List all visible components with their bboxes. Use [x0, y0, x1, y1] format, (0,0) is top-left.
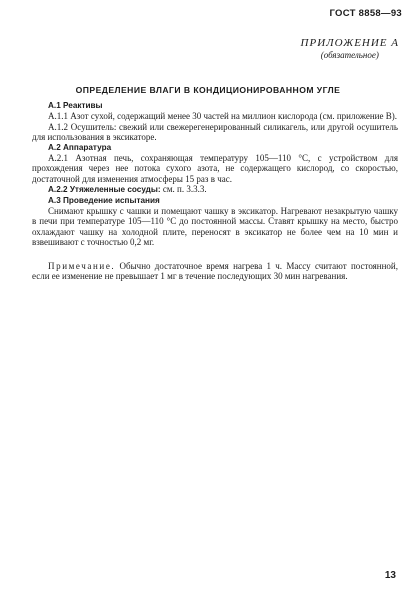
document-header: ГОСТ 8858—93 — [329, 8, 402, 19]
paragraph-a2-2-text: см. п. 3.3.3. — [160, 184, 207, 195]
paragraph-a2-1: А.2.1 Азотная печь, сохраняющая температуру 105—110 °С, с устройством для прохождения через нее потока сухого азота, не содержащего кислород, со скоростью, достаточной для изменения атмосферы 15 раз в час. — [32, 153, 398, 184]
paragraph-a3-1: Снимают крышку с чашки и помещают чашку в эксикатор. Нагревают незакрытую чашку в печи при температуре 105—110 °С до постоянной массы. Ставят крышку на место, быстро охлаждают чашку на холодной плите, переносят в эксикатор не более чем на 10 мин и взвешивают с точностью 0,2 мг. — [32, 206, 398, 248]
note-text: Обычно достаточное время нагрева 1 ч. Массу считают постоянной, если ее изменение не превышает 1 мг в течение последующих 30 мин нагревания. — [32, 260, 398, 282]
appendix-block — [301, 37, 399, 60]
paragraph-a1-2: А.1.2 Осушитель: свежий или свежерегенерированный силикагель, или другой осушитель для использования в эксикаторе. — [32, 121, 398, 143]
page-title: ОПРЕДЕЛЕНИЕ ВЛАГИ В КОНДИЦИОНИРОВАННОМ УГЛЕ — [75, 85, 341, 95]
note-paragraph — [32, 261, 398, 282]
section-heading-a1: А.1 Реактивы — [48, 101, 103, 110]
section-heading-a2: А.2 Аппаратура — [48, 142, 112, 152]
appendix-label: ПРИЛОЖЕНИЕ А — [300, 37, 399, 49]
section-heading-a3: А.3 Проведение испытания — [48, 195, 160, 205]
note-label: Примечание. — [48, 260, 116, 271]
paragraph-a1-1: А.1.1 Азот сухой, содержащий менее 30 частей на миллион кислорода (см. приложение В). — [48, 111, 397, 122]
paragraph-a2-2-label: А.2.2 Утяжеленные сосуды: — [48, 185, 161, 195]
document-body — [32, 101, 398, 282]
page-number: 13 — [384, 570, 396, 581]
appendix-status: (обязательное) — [320, 50, 379, 60]
paragraph-a2-2 — [32, 184, 398, 195]
